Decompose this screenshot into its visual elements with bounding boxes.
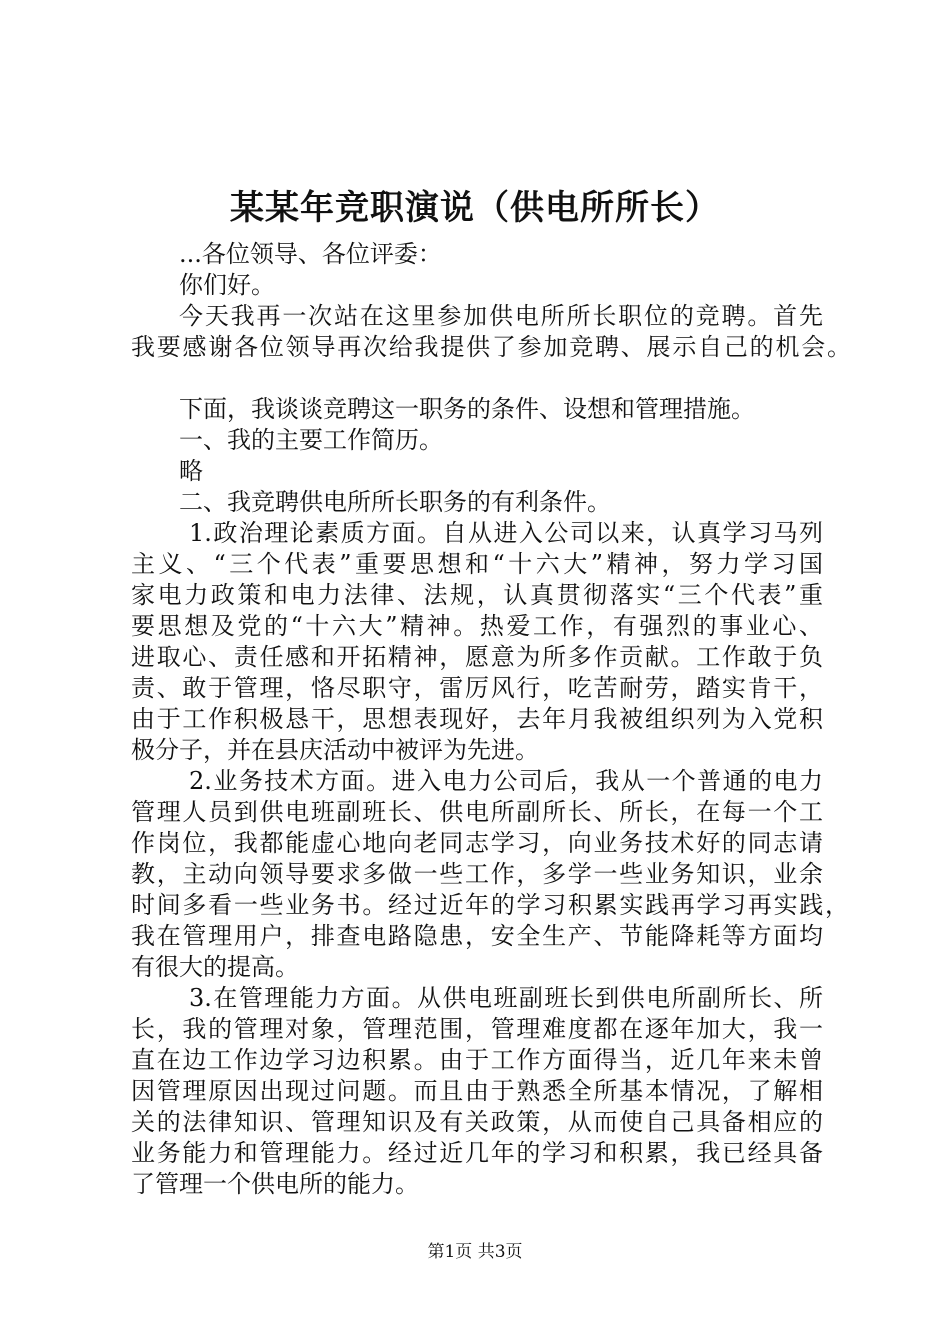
- paragraph-line: 长，我的管理对象，管理范围，管理难度都在逐年加大，我一: [131, 1015, 823, 1043]
- paragraph-line: 3.在管理能力方面。从供电班副班长到供电所副所长、所: [189, 984, 823, 1012]
- paragraph-line: 直在边工作边学习边积累。由于工作方面得当，近几年来未曾: [131, 1046, 823, 1074]
- paragraph-line: 我在管理用户，排查电路隐患，安全生产、节能降耗等方面均: [131, 922, 823, 950]
- paragraph-line: 作岗位，我都能虚心地向老同志学习，向业务技术好的同志请: [131, 829, 823, 857]
- paragraph-line: 教，主动向领导要求多做一些工作，多学一些业务知识，业余: [131, 860, 823, 888]
- section-heading: 二、我竞聘供电所所长职务的有利条件。: [179, 488, 611, 516]
- paragraph-line: 略: [179, 457, 203, 485]
- page-footer: 第1页 共3页: [427, 1242, 523, 1262]
- paragraph-line: 要思想及党的“十六大”精神。热爱工作，有强烈的事业心、: [131, 612, 823, 640]
- paragraph-line: 有很大的提高。: [131, 953, 299, 981]
- paragraph-line: 2.业务技术方面。进入电力公司后，我从一个普通的电力: [189, 767, 823, 795]
- section-heading: 一、我的主要工作简历。: [179, 426, 443, 454]
- paragraph-line: 下面，我谈谈竞聘这一职务的条件、设想和管理措施。: [179, 395, 755, 423]
- paragraph-line: 家电力政策和电力法律、法规，认真贯彻落实“三个代表”重: [131, 581, 823, 609]
- paragraph-line: 主义、“三个代表”重要思想和“十六大”精神，努力学习国: [131, 550, 823, 578]
- paragraph-line: 时间多看一些业务书。经过近年的学习积累实践再学习再实践，: [131, 891, 849, 919]
- paragraph-line: 责、敢于管理，恪尽职守，雷厉风行，吃苦耐劳，踏实肯干，: [131, 674, 823, 702]
- paragraph-line: 管理人员到供电班副班长、供电所副所长、所长，在每一个工: [131, 798, 823, 826]
- paragraph-line: 由于工作积极恳干，思想表现好，去年月我被组织列为入党积: [131, 705, 823, 733]
- paragraph-line: 我要感谢各位领导再次给我提供了参加竞聘、展示自己的机会。: [131, 333, 851, 361]
- paragraph-line: 今天我再一次站在这里参加供电所所长职位的竞聘。首先: [179, 302, 823, 330]
- paragraph-line: 因管理原因出现过问题。而且由于熟悉全所基本情况，了解相: [131, 1077, 823, 1105]
- salutation-line: ...各位领导、各位评委：: [179, 240, 442, 268]
- document-title: 某某年竞职演说（供电所所长）: [230, 188, 720, 228]
- paragraph-line: 关的法律知识、管理知识及有关政策，从而使自己具备相应的: [131, 1108, 823, 1136]
- greeting-line: 你们好。: [179, 271, 275, 299]
- paragraph-line: 了管理一个供电所的能力。: [131, 1170, 419, 1198]
- paragraph-line: 极分子，并在县庆活动中被评为先进。: [131, 736, 539, 764]
- paragraph-line: 进取心、责任感和开拓精神，愿意为所多作贡献。工作敢于负: [131, 643, 823, 671]
- paragraph-line: 业务能力和管理能力。经过近几年的学习和积累，我已经具备: [131, 1139, 823, 1167]
- paragraph-line: 1.政治理论素质方面。自从进入公司以来，认真学习马列: [189, 519, 823, 547]
